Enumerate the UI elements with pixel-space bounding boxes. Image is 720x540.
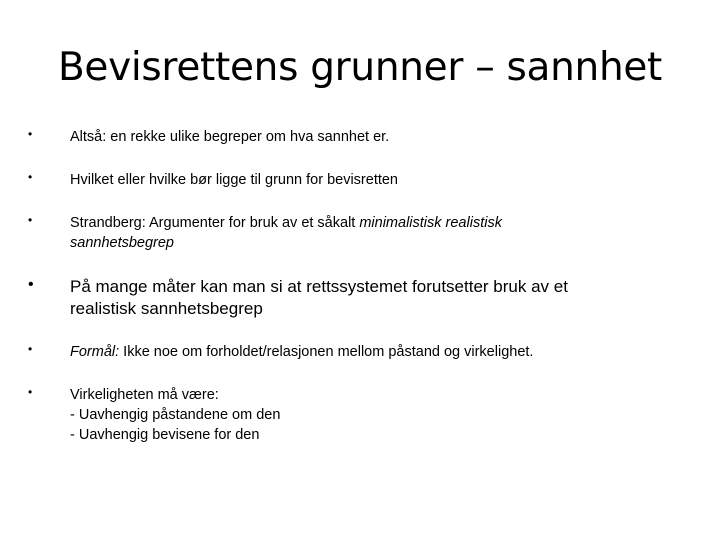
bullet-line: [70, 213, 670, 233]
bullet-text: [70, 127, 670, 147]
bullet-line: Altså: en rekke ulike begreper om hva sannhet er.: [70, 129, 390, 145]
bullet-marker: •: [28, 385, 33, 399]
bullet-line-rest: Ikke noe om forholdet/relasjonen mellom påstand og virkelighet.: [119, 344, 534, 360]
bullet-marker: •: [28, 342, 33, 356]
bullet-line: [70, 233, 670, 253]
bullet-line: [70, 342, 670, 362]
bullet-line: - Uavhengig bevisene for den: [70, 427, 260, 443]
bullet-marker: •: [28, 170, 33, 184]
bullet-line-italic: Formål:: [70, 344, 120, 360]
bullet-text: [70, 385, 670, 445]
bullet-line: Hvilket eller hvilke bør ligge til grunn for bevisretten: [70, 172, 398, 188]
bullet-line-prefix: Strandberg: Argumenter for bruk av et såkalt: [70, 215, 360, 231]
bullet-text: [70, 170, 670, 190]
bullet-text: [70, 276, 670, 320]
bullet-marker: •: [28, 127, 33, 141]
bullet-line: - Uavhengig påstandene om den: [70, 407, 281, 423]
bullet-line-italic: sannhetsbegrep: [70, 235, 174, 251]
bullet-marker: •: [28, 276, 34, 293]
bullet-line-italic: minimalistisk realistisk: [359, 215, 502, 231]
bullet-line: realistisk sannhetsbegrep: [70, 299, 263, 318]
bullet-text: [70, 213, 670, 253]
bullet-marker: •: [28, 213, 33, 227]
bullet-text: [70, 342, 670, 362]
bullet-line: Virkeligheten må være:: [70, 387, 219, 403]
bullet-line: På mange måter kan man si at rettssystemet forutsetter bruk av et: [70, 277, 568, 296]
slide-title: Bevisrettens grunner – sannhet: [57, 45, 663, 90]
